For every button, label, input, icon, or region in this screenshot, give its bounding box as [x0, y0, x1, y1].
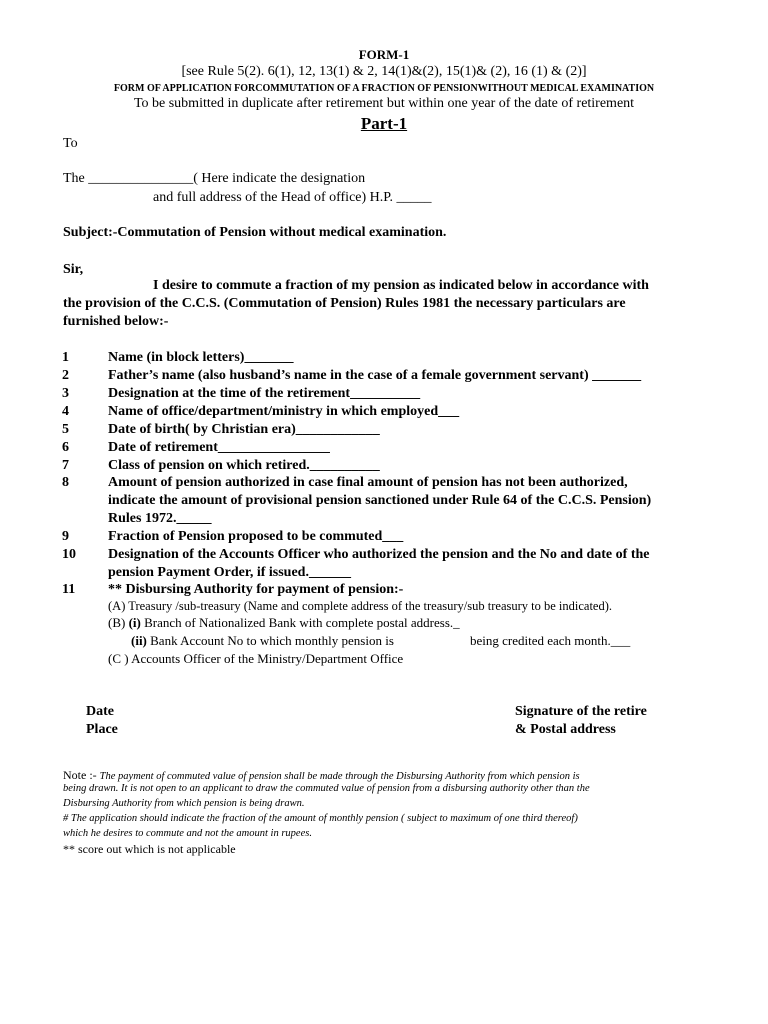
sub-item-bank-account: (ii) Bank Account No to which monthly pension is — [131, 633, 394, 648]
item-number: 4 — [62, 404, 69, 419]
item-accounts-officer-cont: pension Payment Order, if issued.______ — [108, 565, 351, 580]
item-amount-of-pension-cont: Rules 1972._____ — [108, 511, 212, 526]
item-number: 6 — [62, 440, 69, 455]
note-line-1: Note :- The payment of commuted value of pension shall be made through the Disbursing Authority from which pension is — [63, 768, 580, 782]
item-number: 8 — [62, 475, 69, 490]
form-number: FORM-1 — [358, 47, 410, 62]
item-date-of-retirement: Date of retirement________________ — [108, 440, 330, 455]
salutation: Sir, — [63, 262, 84, 277]
body-line-2: the provision of the C.C.S. (Commutation of Pension) Rules 1981 the necessary particulars are — [63, 296, 626, 311]
rules-reference: [see Rule 5(2). 6(1), 12, 13(1) & 2, 14(1)&(2), 15(1)& (2), 16 (1) & (2)] — [181, 64, 587, 79]
postal-address-label: & Postal address — [515, 722, 616, 737]
signature-label: Signature of the retire — [515, 704, 647, 719]
note-line-4: # The application should indicate the fraction of the amount of monthly pension ( subject to maximum of one third thereof) — [63, 813, 578, 824]
item-designation: Designation at the time of the retirement__________ — [108, 386, 421, 401]
date-label: Date — [86, 704, 114, 719]
item-number: 10 — [62, 547, 76, 562]
addressee-line-2: and full address of the Head of office) H.P. _____ — [153, 190, 432, 205]
item-number: 3 — [62, 386, 69, 401]
part-heading: Part-1 — [360, 114, 408, 133]
item-number: 2 — [62, 368, 69, 383]
form-title: FORM OF APPLICATION FORCOMMUTATION OF A FRACTION OF PENSIONWITHOUT MEDICAL EXAMINATION — [113, 83, 655, 94]
item-name: Name (in block letters)_______ — [108, 350, 294, 365]
addressee-line-1: The _______________( Here indicate the designation — [63, 171, 366, 186]
body-line-3: furnished below:- — [63, 314, 169, 329]
submission-instruction: To be submitted in duplicate after retirement but within one year of the date of retirement — [133, 96, 635, 111]
item-amount-of-pension-cont: indicate the amount of provisional pension sanctioned under Rule 64 of the C.C.S. Pension) — [108, 493, 652, 508]
note-line-3: Disbursing Authority from which pension is being drawn. — [63, 798, 305, 809]
item-number: 1 — [62, 350, 69, 365]
item-fraction-of-pension: Fraction of Pension proposed to be commuted___ — [108, 529, 404, 544]
note-line-6: ** score out which is not applicable — [63, 842, 236, 856]
note-line-5: which he desires to commute and not the amount in rupees. — [63, 828, 312, 839]
sub-item-bank-branch: (B) (i) Branch of Nationalized Bank with complete postal address._ — [108, 615, 460, 630]
subject-line: Subject:-Commutation of Pension without medical examination. — [63, 225, 447, 240]
item-office: Name of office/department/ministry in which employed___ — [108, 404, 460, 419]
sub-item-bank-account-tail: being credited each month.___ — [470, 633, 631, 648]
place-label: Place — [86, 722, 118, 737]
sub-item-accounts-officer: (C ) Accounts Officer of the Ministry/Department Office — [108, 651, 404, 666]
item-number: 5 — [62, 422, 69, 437]
item-date-of-birth: Date of birth( by Christian era)____________ — [108, 422, 380, 437]
item-number: 7 — [62, 458, 69, 473]
item-disbursing-authority: ** Disbursing Authority for payment of pension:- — [108, 582, 404, 597]
item-number: 11 — [62, 582, 76, 597]
item-accounts-officer: Designation of the Accounts Officer who authorized the pension and the No and date of the — [108, 547, 650, 562]
item-amount-of-pension: Amount of pension authorized in case final amount of pension has not been authorized, — [108, 475, 628, 490]
item-number: 9 — [62, 529, 69, 544]
to-label: To — [63, 136, 78, 151]
item-class-of-pension: Class of pension on which retired.__________ — [108, 458, 380, 473]
note-line-2: being drawn. It is not open to an applicant to draw the commuted value of pension from a disbursing authority other than the — [63, 783, 590, 794]
item-fathers-name: Father’s name (also husband’s name in the case of a female government servant) _______ — [108, 368, 642, 383]
sub-item-treasury: (A) Treasury /sub-treasury (Name and complete address of the treasury/sub treasury to be indicated). — [108, 599, 613, 613]
body-line-1: I desire to commute a fraction of my pension as indicated below in accordance with — [153, 278, 649, 293]
